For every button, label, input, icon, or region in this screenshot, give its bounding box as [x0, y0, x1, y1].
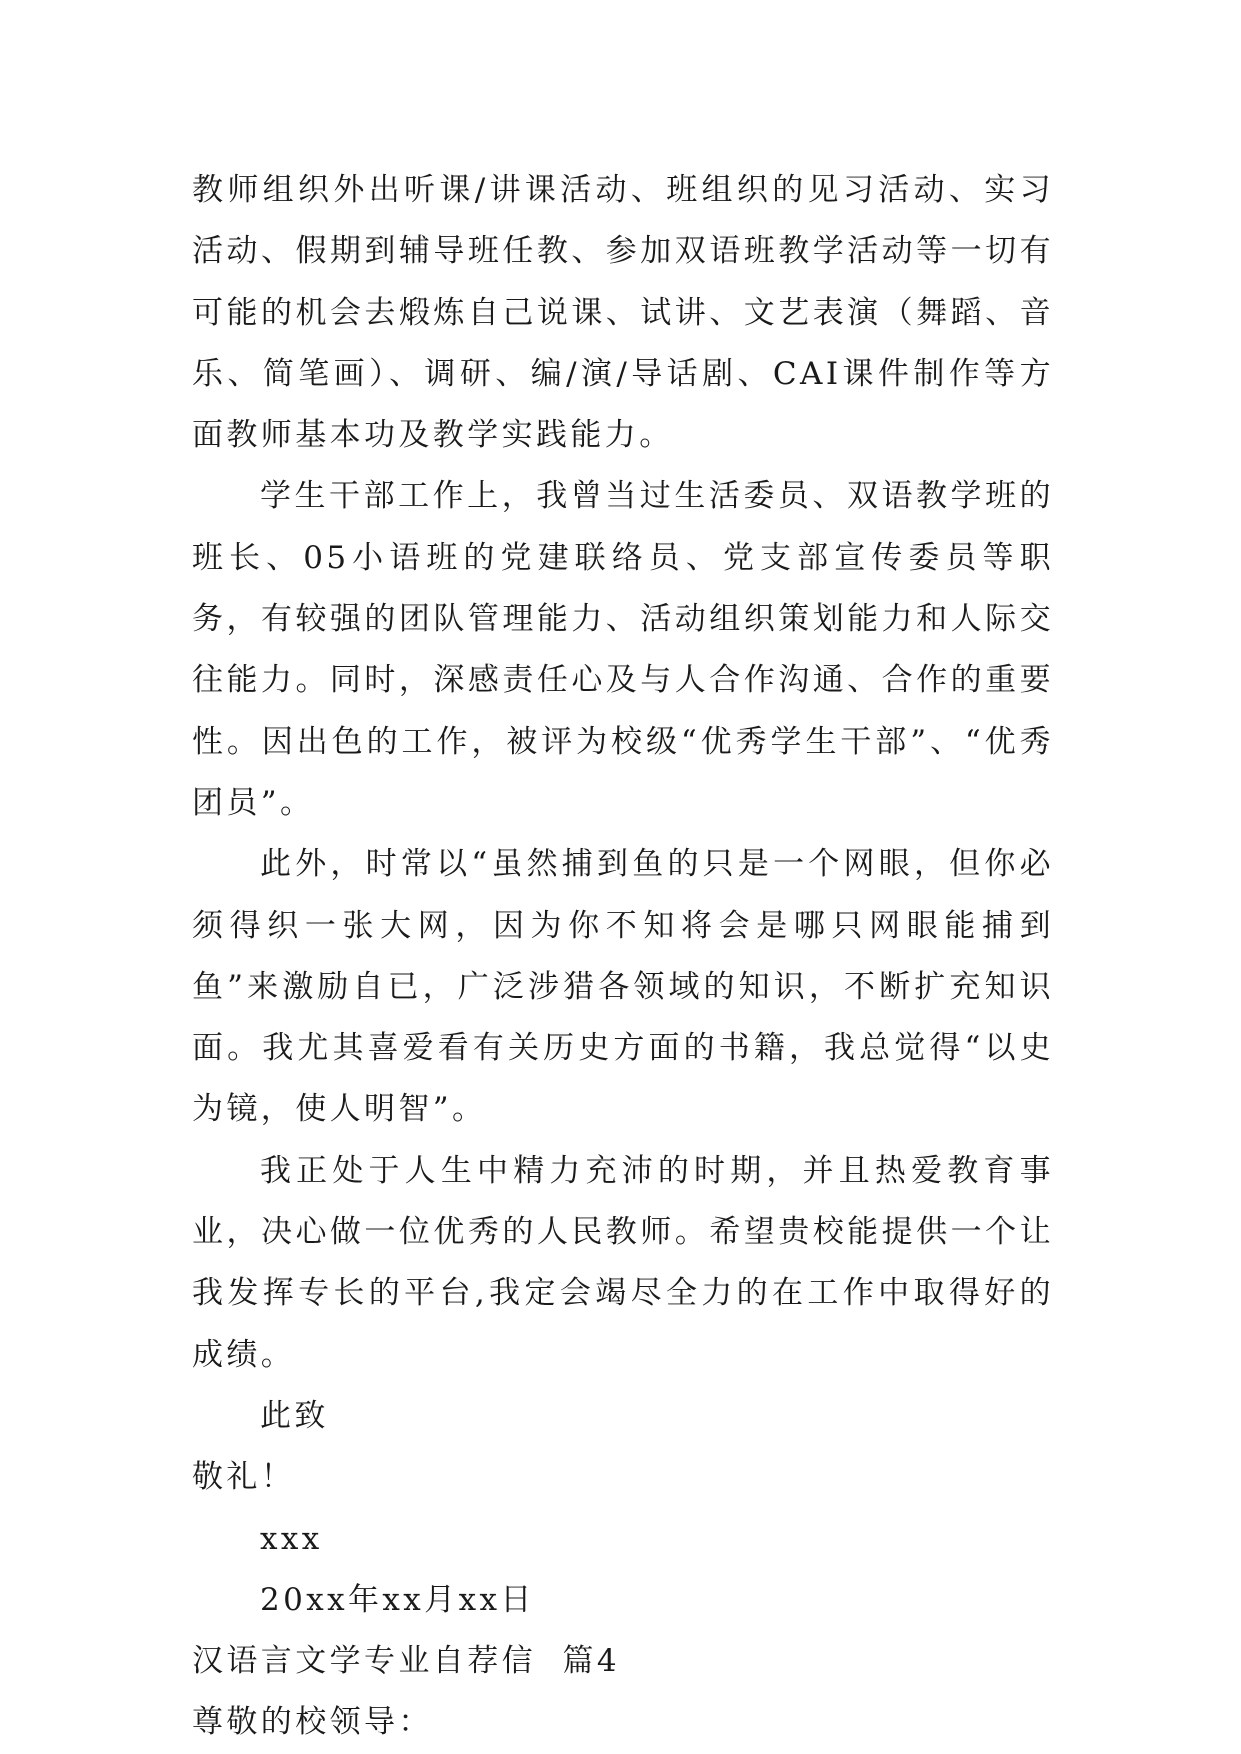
paragraph-student-cadre: 学生干部工作上，我曾当过生活委员、双语教学班的班长、05小语班的党建联络员、党支部宣传委员等职务，有较强的团队管理能力、活动组织策划能力和人际交往能力。同时，深感责任心及与人合作沟通、合作的重要性。因出色的工作，被评为校级“优秀学生干部”、“优秀团员”。 — [192, 478, 1054, 821]
paragraph-knowledge: 此外，时常以“虽然捕到鱼的只是一个网眼，但你必须得织一张大网，因为你不知将会是哪只网眼能捕到鱼”来激励自已，广泛涉猎各领域的知识，不断扩充知识面。我尤其喜爱看有关历史方面的书籍，我总觉得“以史为镜，使人明智”。 — [192, 846, 1054, 1128]
letter-body — [192, 160, 1054, 1754]
paragraph-aspiration: 我正处于人生中精力充沛的时期，并且热爱教育事业，决心做一位优秀的人民教师。希望贵校能提供一个让我发挥专长的平台,我定会竭尽全力的在工作中取得好的成绩。 — [192, 1152, 1054, 1373]
date-line: 20xx年xx月xx日 — [260, 1581, 535, 1618]
signature: xxx — [260, 1520, 323, 1557]
greeting-line: 尊敬的校领导： — [192, 1704, 433, 1741]
paragraph-teaching-practice: 教师组织外出听课/讲课活动、班组织的见习活动、实习活动、假期到辅导班任教、参加双语班教学活动等一切有可能的机会去煅炼自己说课、试讲、文艺表演（舞蹈、音乐、简笔画）、调研、编/演/导话剧、CAI课件制作等方面教师基本功及教学实践能力。 — [192, 172, 1054, 454]
section-title: 汉语言文学专业自荐信 篇4 — [192, 1643, 621, 1680]
salute-line: 敬礼！ — [192, 1459, 296, 1496]
closing-line: 此致 — [260, 1397, 329, 1434]
